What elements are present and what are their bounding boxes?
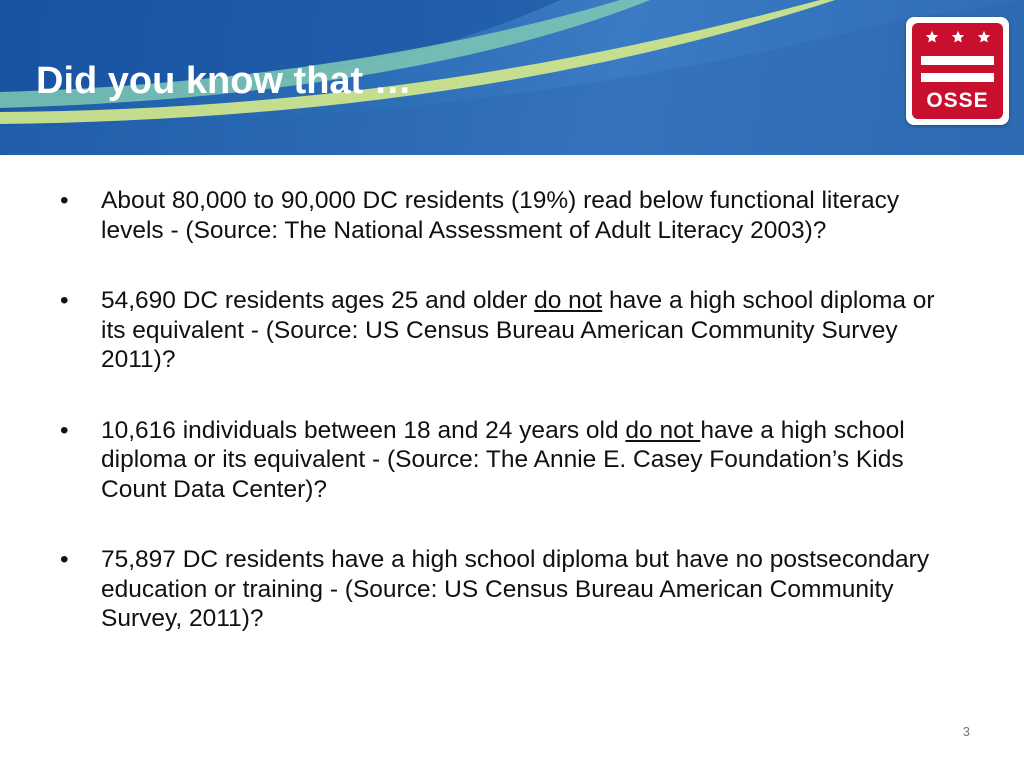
bullet-text: 75,897 DC residents have a high school diploma but have no postsecondary education or training - (Source: US Census Bureau American Community Survey, 2011)? [101,546,930,632]
bullet-underline-text: do not [534,287,603,314]
osse-logo [906,17,1009,125]
logo-background [912,23,1003,119]
bullet-item [60,286,960,375]
bullet-underline-text: do not [625,416,701,444]
bullet-item [60,186,960,245]
logo-stripe [921,56,994,65]
star-icon [951,30,965,44]
page-number: 3 [962,724,970,739]
bullet-marker: • [60,287,69,314]
bullet-item [60,545,960,634]
star-icon [977,30,991,44]
header-banner [0,0,1024,155]
bullet-item [60,416,960,505]
bullet-text: 10,616 individuals between 18 and 24 years old [101,416,626,444]
logo-stars [912,30,1003,44]
bullet-text: have a high school diploma or its equivalent - (Source: US Census Bureau American Community Survey 2011)? [101,287,935,373]
bullet-text: have a high school diploma or its equivalent - (Source: The Annie E. Casey Foundation’s Kids Count Data Center)? [101,416,905,503]
bullet-list [60,186,960,675]
bullet-text: 54,690 DC residents ages 25 and older [101,287,535,314]
logo-text: OSSE [926,89,989,112]
bullet-text: About 80,000 to 90,000 DC residents (19%) read below functional literacy levels - (Source: The National Assessment of Adult Literacy 2003)? [101,187,900,244]
logo-stripe [921,73,994,82]
star-icon [925,30,939,44]
slide-title: Did you know that … [36,60,412,102]
bullet-marker: • [60,546,69,573]
bullet-marker: • [60,416,69,444]
bullet-marker: • [60,187,69,214]
